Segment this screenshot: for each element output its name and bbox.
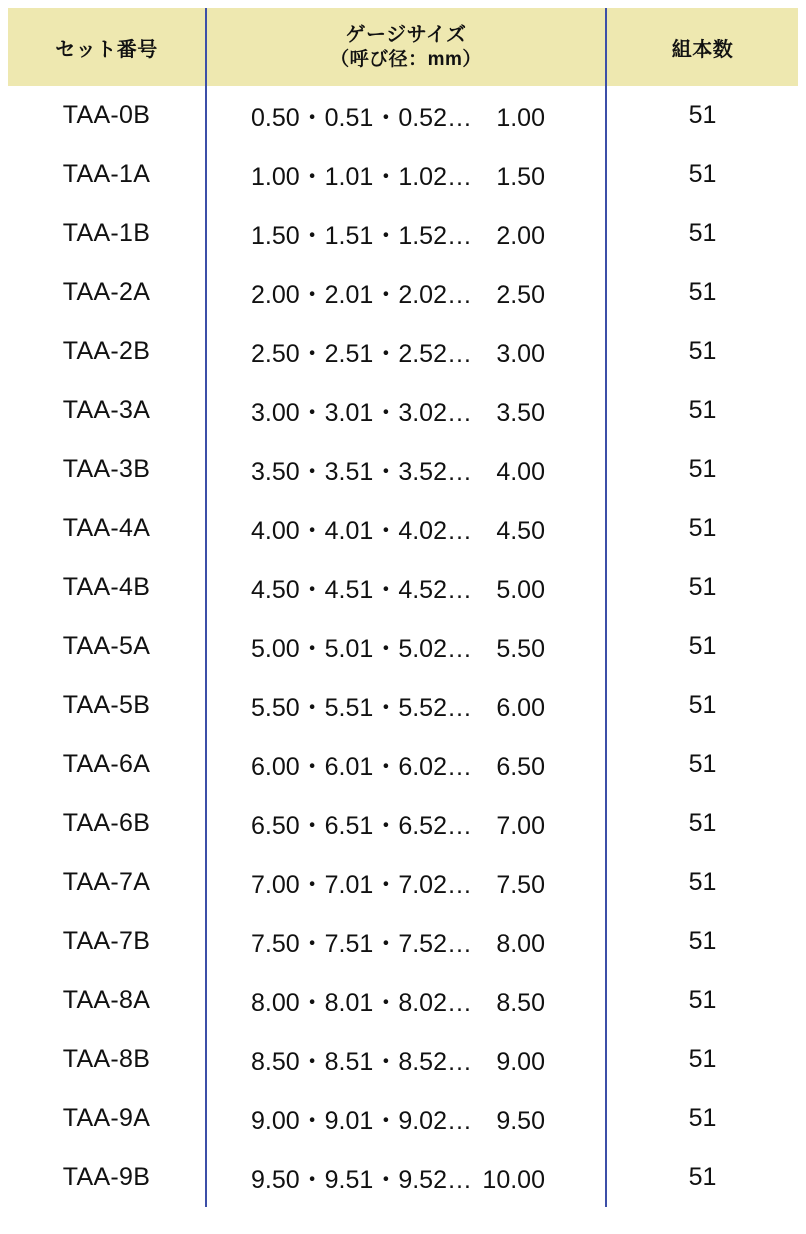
table-row	[8, 853, 798, 912]
cell-gauge-size	[206, 794, 606, 853]
table-header-row	[8, 8, 798, 86]
gauge-ellipsis: …	[446, 398, 471, 427]
cell-piece-count: 51	[688, 986, 717, 1014]
cell-set-no: TAA-5A	[62, 632, 151, 660]
gauge-size-value	[251, 216, 561, 252]
gauge-max-value: 7.00	[496, 811, 545, 840]
gauge-ellipsis: …	[446, 339, 471, 368]
cell-piece-count: 51	[688, 219, 717, 247]
gauge-max-value: 4.00	[496, 457, 545, 486]
gauge-size-value	[251, 924, 561, 960]
cell-piece-count: 51	[688, 101, 717, 129]
table-row	[8, 1030, 798, 1089]
gauge-size-value	[251, 1160, 561, 1196]
cell-set-no: TAA-7B	[62, 927, 151, 955]
gauge-set-table	[8, 8, 798, 1207]
table-row	[8, 1089, 798, 1148]
gauge-max-value: 6.00	[496, 693, 545, 722]
cell-piece-count: 51	[688, 750, 717, 778]
gauge-sequence: 2.00・2.01・2.02	[251, 280, 447, 309]
gauge-max-value: 2.50	[496, 280, 545, 309]
gauge-sequence: 9.00・9.01・9.02	[251, 1106, 447, 1135]
gauge-ellipsis: …	[446, 1047, 471, 1076]
cell-piece-count: 51	[688, 573, 717, 601]
cell-gauge-size	[206, 1030, 606, 1089]
cell-gauge-size	[206, 558, 606, 617]
gauge-ellipsis: …	[446, 221, 471, 250]
cell-gauge-size	[206, 617, 606, 676]
gauge-size-value	[251, 1101, 561, 1137]
table-row	[8, 322, 798, 381]
cell-piece-count: 51	[688, 160, 717, 188]
gauge-max-value: 2.00	[496, 221, 545, 250]
header-gauge-size	[206, 8, 606, 86]
gauge-size-value	[251, 511, 561, 547]
cell-set-no: TAA-5B	[62, 691, 151, 719]
cell-gauge-size	[206, 381, 606, 440]
table-row	[8, 440, 798, 499]
cell-set-no: TAA-7A	[62, 868, 151, 896]
header-gauge-size-line1: ゲージサイズ	[345, 23, 467, 46]
cell-gauge-size	[206, 1089, 606, 1148]
cell-set-no: TAA-2A	[62, 278, 151, 306]
gauge-sequence: 5.50・5.51・5.52	[251, 693, 447, 722]
gauge-sequence: 0.50・0.51・0.52	[251, 103, 447, 132]
gauge-size-value	[251, 452, 561, 488]
table-row	[8, 558, 798, 617]
table-row	[8, 499, 798, 558]
cell-gauge-size	[206, 1148, 606, 1207]
cell-piece-count: 51	[688, 455, 717, 483]
gauge-max-value: 8.50	[496, 988, 545, 1017]
gauge-ellipsis: …	[446, 575, 471, 604]
header-gauge-size-line2: （呼び径：mm）	[330, 48, 482, 70]
gauge-max-value: 5.50	[496, 634, 545, 663]
gauge-sequence: 3.00・3.01・3.02	[251, 398, 447, 427]
cell-set-no: TAA-4B	[62, 573, 151, 601]
gauge-max-value: 1.50	[496, 162, 545, 191]
gauge-max-value: 6.50	[496, 752, 545, 781]
cell-piece-count: 51	[688, 632, 717, 660]
cell-piece-count: 51	[688, 337, 717, 365]
cell-piece-count: 51	[688, 514, 717, 542]
cell-set-no: TAA-2B	[62, 337, 151, 365]
gauge-ellipsis: …	[446, 516, 471, 545]
gauge-ellipsis: …	[446, 103, 471, 132]
table-row	[8, 86, 798, 145]
gauge-size-value	[251, 157, 561, 193]
cell-piece-count: 51	[688, 809, 717, 837]
gauge-sequence: 6.00・6.01・6.02	[251, 752, 447, 781]
cell-set-no: TAA-8B	[62, 1045, 151, 1073]
gauge-ellipsis: …	[446, 634, 471, 663]
gauge-ellipsis: …	[446, 752, 471, 781]
cell-piece-count: 51	[688, 278, 717, 306]
table-row	[8, 263, 798, 322]
gauge-sequence: 6.50・6.51・6.52	[251, 811, 447, 840]
cell-set-no: TAA-3B	[62, 455, 151, 483]
cell-gauge-size	[206, 676, 606, 735]
cell-gauge-size	[206, 322, 606, 381]
gauge-size-value	[251, 275, 561, 311]
gauge-sequence: 3.50・3.51・3.52	[251, 457, 447, 486]
cell-set-no: TAA-0B	[62, 101, 151, 129]
gauge-ellipsis: …	[446, 280, 471, 309]
gauge-max-value: 7.50	[496, 870, 545, 899]
gauge-size-value	[251, 98, 561, 134]
cell-piece-count: 51	[688, 691, 717, 719]
cell-set-no: TAA-9B	[62, 1163, 151, 1191]
gauge-size-value	[251, 688, 561, 724]
gauge-max-value: 8.00	[496, 929, 545, 958]
cell-set-no: TAA-4A	[62, 514, 151, 542]
gauge-ellipsis: …	[446, 1165, 471, 1194]
gauge-sequence: 4.50・4.51・4.52	[251, 575, 447, 604]
gauge-ellipsis: …	[446, 162, 471, 191]
gauge-sequence: 7.00・7.01・7.02	[251, 870, 447, 899]
table-row	[8, 794, 798, 853]
gauge-size-value	[251, 983, 561, 1019]
gauge-size-value	[251, 1042, 561, 1078]
gauge-max-value: 9.50	[496, 1106, 545, 1135]
cell-gauge-size	[206, 204, 606, 263]
cell-piece-count: 51	[688, 927, 717, 955]
cell-set-no: TAA-1A	[62, 160, 151, 188]
gauge-ellipsis: …	[446, 870, 471, 899]
cell-piece-count: 51	[688, 868, 717, 896]
cell-gauge-size	[206, 735, 606, 794]
cell-gauge-size	[206, 971, 606, 1030]
table-header	[8, 8, 798, 86]
gauge-ellipsis: …	[446, 988, 471, 1017]
table-row	[8, 145, 798, 204]
cell-gauge-size	[206, 912, 606, 971]
table-body	[8, 86, 798, 1207]
table-row	[8, 735, 798, 794]
gauge-max-value: 1.00	[496, 103, 545, 132]
table-row	[8, 912, 798, 971]
gauge-sequence: 7.50・7.51・7.52	[251, 929, 447, 958]
cell-set-no: TAA-9A	[62, 1104, 151, 1132]
cell-gauge-size	[206, 499, 606, 558]
table-row	[8, 381, 798, 440]
cell-gauge-size	[206, 86, 606, 145]
table-row	[8, 971, 798, 1030]
gauge-ellipsis: …	[446, 1106, 471, 1135]
table-row	[8, 204, 798, 263]
gauge-sequence: 5.00・5.01・5.02	[251, 634, 447, 663]
cell-piece-count: 51	[688, 1104, 717, 1132]
gauge-sequence: 4.00・4.01・4.02	[251, 516, 447, 545]
gauge-max-value: 3.00	[496, 339, 545, 368]
cell-set-no: TAA-1B	[62, 219, 151, 247]
gauge-ellipsis: …	[446, 811, 471, 840]
table-row	[8, 676, 798, 735]
cell-piece-count: 51	[688, 1163, 717, 1191]
gauge-sequence: 1.00・1.01・1.02	[251, 162, 447, 191]
gauge-ellipsis: …	[446, 693, 471, 722]
gauge-size-value	[251, 629, 561, 665]
gauge-max-value: 5.00	[496, 575, 545, 604]
cell-gauge-size	[206, 440, 606, 499]
gauge-sequence: 8.50・8.51・8.52	[251, 1047, 447, 1076]
gauge-size-value	[251, 806, 561, 842]
cell-set-no: TAA-6A	[62, 750, 151, 778]
gauge-ellipsis: …	[446, 457, 471, 486]
gauge-max-value: 9.00	[496, 1047, 545, 1076]
table-row	[8, 1148, 798, 1207]
cell-piece-count: 51	[688, 396, 717, 424]
cell-gauge-size	[206, 853, 606, 912]
gauge-ellipsis: …	[446, 929, 471, 958]
gauge-size-value	[251, 747, 561, 783]
gauge-max-value: 4.50	[496, 516, 545, 545]
gauge-max-value: 10.00	[482, 1165, 545, 1194]
gauge-sequence: 2.50・2.51・2.52	[251, 339, 447, 368]
gauge-sequence: 8.00・8.01・8.02	[251, 988, 447, 1017]
header-piece-count: 組本数	[606, 8, 798, 86]
cell-gauge-size	[206, 145, 606, 204]
gauge-sequence: 1.50・1.51・1.52	[251, 221, 447, 250]
gauge-max-value: 3.50	[496, 398, 545, 427]
cell-piece-count: 51	[688, 1045, 717, 1073]
header-set-no: セット番号	[8, 8, 206, 86]
gauge-size-value	[251, 865, 561, 901]
gauge-size-value	[251, 570, 561, 606]
cell-set-no: TAA-3A	[62, 396, 151, 424]
cell-set-no: TAA-6B	[62, 809, 151, 837]
table-row	[8, 617, 798, 676]
gauge-sequence: 9.50・9.51・9.52	[251, 1165, 447, 1194]
cell-set-no: TAA-8A	[62, 986, 151, 1014]
gauge-size-value	[251, 393, 561, 429]
gauge-size-value	[251, 334, 561, 370]
cell-gauge-size	[206, 263, 606, 322]
